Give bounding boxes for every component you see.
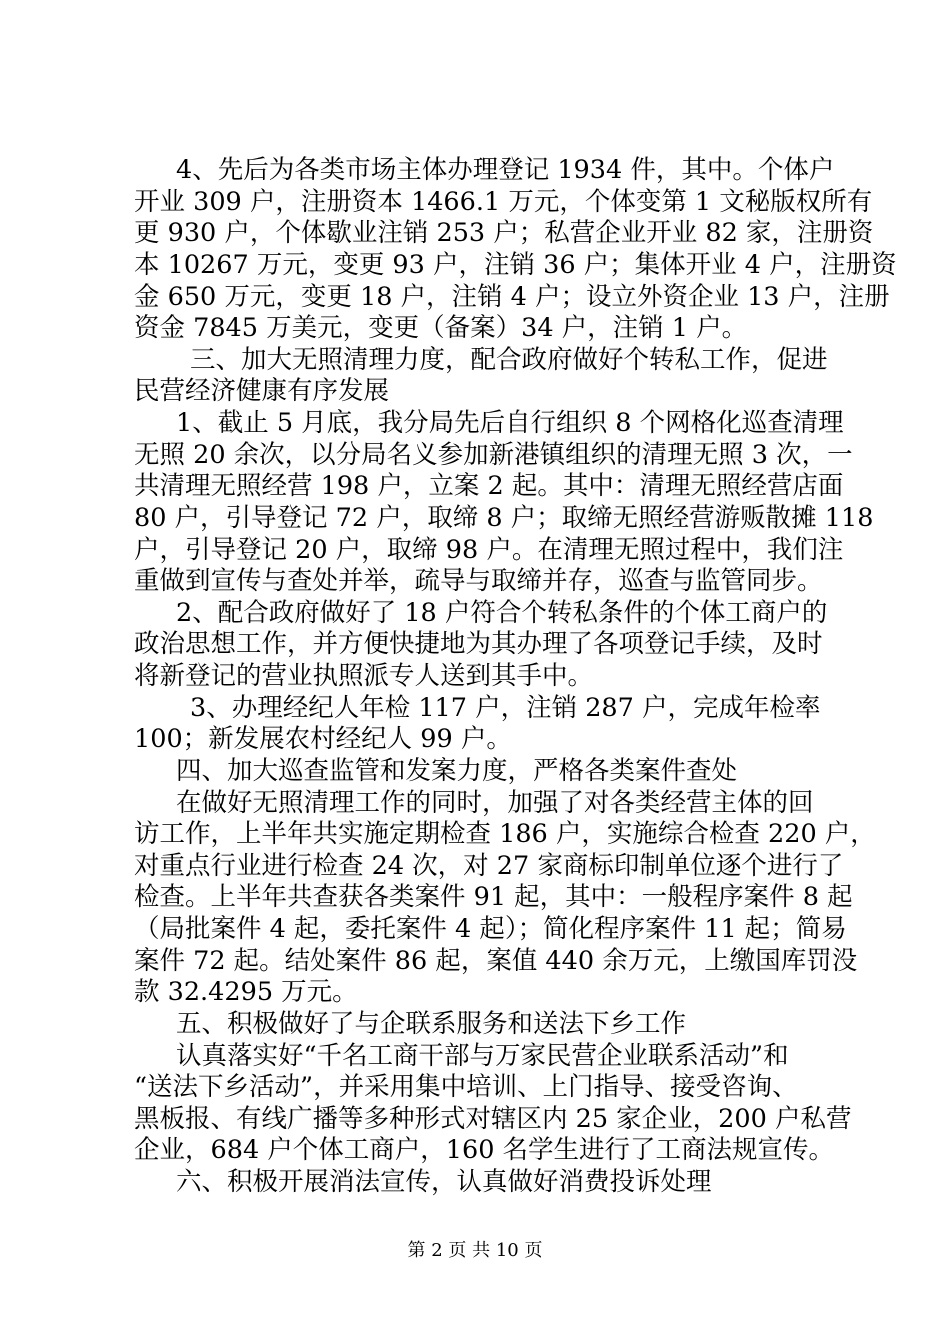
paragraph-line: 资金 7845 万美元，变更（备案）34 户，注销 1 户。 (134, 313, 748, 343)
paragraph-line: 重做到宣传与查处并举，疏导与取缔并存，巡查与监管同步。 (134, 566, 823, 596)
paragraph-line: 在做好无照清理工作的同时，加强了对各类经营主体的回 (176, 788, 814, 818)
page-footer: 第 2 页 共 10 页 (407, 1240, 543, 1261)
paragraph-line: 本 10267 万元，变更 93 户，注销 36 户；集体开业 4 户，注册资 (134, 250, 897, 280)
paragraph-line: 检查。上半年共查获各类案件 91 起，其中：一般程序案件 8 起 (134, 882, 853, 912)
paragraph-line: 五、积极做好了与企联系服务和送法下乡工作 (176, 1009, 687, 1039)
paragraph-line: 三、加大无照清理力度，配合政府做好个转私工作，促进 (190, 345, 828, 375)
paragraph-line: 开业 309 户，注册资本 1466.1 万元，个体变第 1 文秘版权所有 (134, 187, 873, 217)
paragraph-line: 80 户，引导登记 72 户，取缔 8 户；取缔无照经营游贩散摊 118 (134, 503, 874, 533)
paragraph-line: 户，引导登记 20 户，取缔 98 户。在清理无照过程中，我们注 (134, 535, 844, 565)
paragraph-line: 认真落实好“千名工商干部与万家民营企业联系活动”和 (176, 1041, 789, 1071)
paragraph-line: 款 32.4295 万元。 (134, 977, 358, 1007)
paragraph-line: 共清理无照经营 198 户，立案 2 起。其中：清理无照经营店面 (134, 471, 844, 501)
paragraph-line: 无照 20 余次，以分局名义参加新港镇组织的清理无照 3 次，一 (134, 440, 853, 470)
paragraph-line: 100；新发展农村经纪人 99 户。 (134, 724, 512, 754)
paragraph-line: 2、配合政府做好了 18 户符合个转私条件的个体工商户的 (176, 598, 828, 628)
paragraph-line: 六、积极开展消法宣传，认真做好消费投诉处理 (176, 1167, 712, 1197)
paragraph-line: 四、加大巡查监管和发案力度，严格各类案件查处 (176, 756, 738, 786)
paragraph-line: （局批案件 4 起，委托案件 4 起）；简化程序案件 11 起；简易 (134, 914, 847, 944)
paragraph-line: “送法下乡活动”，并采用集中培训、上门指导、接受咨询、 (134, 1072, 798, 1102)
paragraph-line: 访工作，上半年共实施定期检查 186 户，实施综合检查 220 户， (134, 819, 876, 849)
paragraph-line: 企业，684 户个体工商户，160 名学生进行了工商法规宣传。 (134, 1135, 835, 1165)
paragraph-line: 案件 72 起。结处案件 86 起，案值 440 余万元，上缴国库罚没 (134, 946, 858, 976)
paragraph-line: 3、办理经纪人年检 117 户，注销 287 户，完成年检率 (190, 693, 821, 723)
paragraph-line: 民营经济健康有序发展 (134, 376, 390, 406)
paragraph-line: 黑板报、有线广播等多种形式对辖区内 25 家企业，200 户私营 (134, 1104, 852, 1134)
paragraph-line: 将新登记的营业执照派专人送到其手中。 (134, 661, 594, 691)
paragraph-line: 对重点行业进行检查 24 次，对 27 家商标印制单位逐个进行了 (134, 851, 844, 881)
paragraph-line: 4、先后为各类市场主体办理登记 1934 件，其中。个体户 (176, 155, 835, 185)
paragraph-line: 1、截止 5 月底，我分局先后自行组织 8 个网格化巡查清理 (176, 408, 844, 438)
paragraph-line: 政治思想工作，并方便快捷地为其办理了各项登记手续，及时 (134, 629, 823, 659)
paragraph-line: 更 930 户，个体歇业注销 253 户；私营企业开业 82 家，注册资 (134, 218, 874, 248)
paragraph-line: 金 650 万元，变更 18 户，注销 4 户；设立外资企业 13 户，注册 (134, 282, 890, 312)
